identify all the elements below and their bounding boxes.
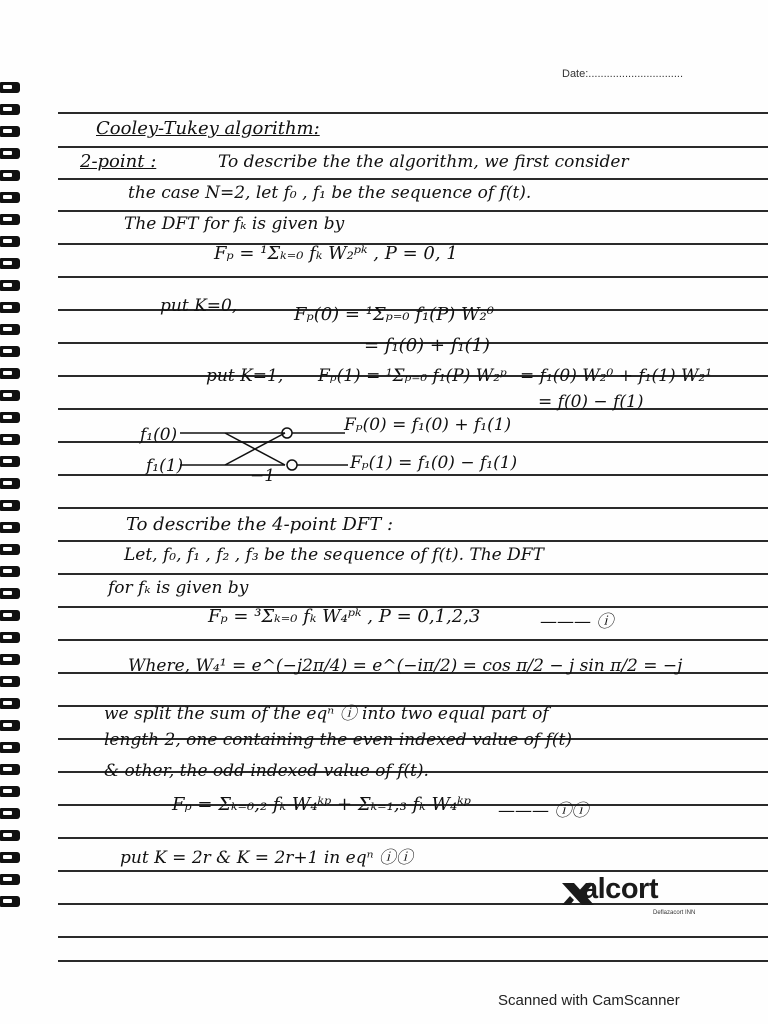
equation-fp1: Fₚ(1) = ¹Σₚ₌₀ f₁(P) W₂ᵖ xyxy=(318,366,507,386)
equation-fp0: Fₚ(0) = ¹Σₚ₌₀ f₁(P) W₂⁰ xyxy=(294,304,494,325)
note-line-3: The DFT for fₖ is given by xyxy=(124,214,345,234)
date-field: Date:............................... xyxy=(562,68,684,80)
butterfly-input-0: f₁(0) xyxy=(140,425,178,445)
put-k1-label: put K=1, xyxy=(206,366,284,386)
equation-twiddle: Where, W₄¹ = e^(−j2π/4) = e^(−iπ/2) = cos π/2 − j sin π/2 = −j xyxy=(128,656,683,676)
two-point-label: 2-point : xyxy=(80,151,157,172)
equation-fp1-expanded: = f₁(0) W₂⁰ + f₁(1) W₂¹ xyxy=(520,366,713,386)
notes-title: Cooley-Tukey algorithm: xyxy=(96,118,320,139)
butterfly-minus-one: −1 xyxy=(250,466,276,486)
put-k0-label: put K=0, xyxy=(160,296,238,316)
scanner-watermark: Scanned with CamScanner xyxy=(498,992,680,1009)
four-point-title: To describe the 4-point DFT : xyxy=(126,514,394,535)
note-line-1: To describe the the algorithm, we first consider xyxy=(218,152,629,172)
note-line-4: Let, f₀, f₁ , f₂ , f₃ be the sequence of f(t). The DFT xyxy=(124,545,544,565)
logo-brand-name: alcort xyxy=(582,873,658,905)
equation-fp0-result: = f₁(0) + f₁(1) xyxy=(364,335,491,356)
note-line-2: the case N=2, let f₀ , f₁ be the sequence of f(t). xyxy=(128,183,532,203)
logo-subtitle: Deflazacort INN xyxy=(653,910,696,916)
note-line-7: length 2, one containing the even indexed value of f(t) xyxy=(104,730,573,750)
butterfly-output-0: Fₚ(0) = f₁(0) + f₁(1) xyxy=(344,415,512,435)
equation-dft-4point: Fₚ = ³Σₖ₌₀ fₖ W₄ᵖᵏ , P = 0,1,2,3 xyxy=(208,606,481,627)
brand-logo xyxy=(560,873,700,927)
equation-ref-1: ——— ⓘ xyxy=(540,612,614,632)
note-line-9: put K = 2r & K = 2r+1 in eqⁿ ⓘⓘ xyxy=(120,848,413,868)
butterfly-input-1: f₁(1) xyxy=(146,456,184,476)
note-line-5: for fₖ is given by xyxy=(108,578,249,598)
equation-fp1-result: = f(0) − f(1) xyxy=(538,392,644,412)
equation-dft-2point: Fₚ = ¹Σₖ₌₀ fₖ W₂ᵖᵏ , P = 0, 1 xyxy=(214,243,458,264)
note-line-8: & other, the odd indexed value of f(t). xyxy=(104,761,429,781)
butterfly-output-1: Fₚ(1) = f₁(0) − f₁(1) xyxy=(350,453,518,473)
equation-ref-2: ——— ⓘⓘ xyxy=(498,801,589,821)
equation-split: Fₚ = Σₖ₌₀,₂ fₖ W₄ᵏᵖ + Σₖ₌₁,₃ fₖ W₄ᵏᵖ xyxy=(172,794,471,815)
note-line-6: we split the sum of the eqⁿ ⓘ into two equal part of xyxy=(104,704,549,724)
